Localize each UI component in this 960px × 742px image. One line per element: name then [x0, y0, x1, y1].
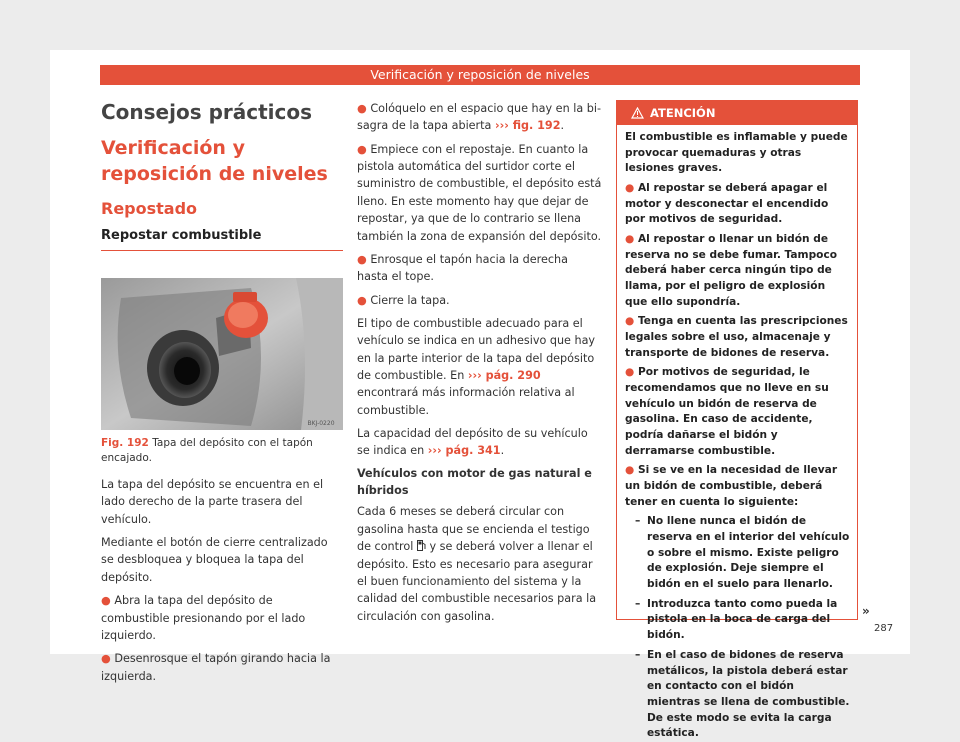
warning-item — [625, 463, 850, 510]
bullet-item — [357, 141, 602, 245]
dash-icon: – — [635, 597, 641, 610]
text: Cada 6 meses se deberá circular con gasolina hasta que se encienda el testigo de control — [357, 505, 590, 554]
warning-header — [617, 101, 857, 125]
left-body — [101, 476, 343, 691]
page-link[interactable]: ››› pág. 341 — [427, 444, 501, 458]
bullet-text: Enrosque el tapón hacia la derecha hasta el tope. — [357, 252, 568, 284]
caption-label: Fig. 192 — [101, 437, 149, 449]
bullet-icon: ● — [357, 293, 371, 307]
warning-triangle-icon — [631, 107, 644, 119]
warning-item-text: Al repostar se deberá apagar el motor y desconectar el encendido por motivos de seguridad. — [625, 182, 829, 226]
bullet-item — [357, 292, 602, 309]
bullet-text: Desenrosque el tapón girando hacia la izquierda. — [101, 652, 331, 683]
warning-title: ATENCIÓN — [650, 106, 716, 120]
bullet-icon: ● — [357, 252, 371, 266]
bullet-text: Abra la tapa del depósito de combustible presionando por el lado izquierdo. — [101, 594, 306, 642]
figure-link[interactable]: ››› fig. 192 — [494, 119, 561, 133]
page-number: 287 — [874, 623, 894, 634]
paragraph — [357, 315, 602, 419]
text: encontrará más información relativa al combustible. — [357, 386, 575, 417]
warning-item-text: Tenga en cuenta las prescripciones legales sobre el uso, almacenaje y transporte de bidones de reserva. — [625, 315, 848, 359]
fuel-pump-icon — [417, 540, 426, 551]
paragraph — [357, 503, 602, 625]
bullet-icon: ● — [357, 142, 371, 156]
bullet-item — [357, 251, 602, 286]
chapter-title: Consejos prácticos — [101, 100, 313, 124]
bullet-text: Colóquelo en el espacio que hay en la bisagra de la tapa abierta — [357, 102, 601, 133]
warning-subitem-text: En el caso de bidones de reserva metálicos, la pistola deberá estar en contacto con el bidón mientras se llena de combustible. De este modo se evita la carga estática. — [647, 648, 850, 740]
bullet-text-end: . — [560, 119, 565, 133]
bullet-icon: ● — [357, 102, 371, 115]
figure-code: BKJ-0220 — [307, 420, 335, 427]
section-header: Verificación y reposición de niveles — [100, 65, 860, 85]
text: La capacidad del depósito de su vehículo se indica en — [357, 427, 588, 458]
page-link[interactable]: ››› pág. 290 — [467, 369, 541, 383]
warning-item-text: Si se ve en la necesidad de llevar un bidón de combustible, deberá tener en cuenta lo siguiente: — [625, 464, 838, 508]
warning-box — [616, 100, 858, 740]
bullet-icon: ● — [625, 182, 638, 195]
bullet-icon: ● — [625, 464, 638, 477]
bullet-icon: ● — [101, 594, 115, 608]
bullet-item — [101, 650, 343, 685]
text: El tipo de combustible adecuado para el vehículo se indica en un adhesivo que hay en la parte interior de la tapa del depósito de combustible. En — [357, 316, 596, 383]
dash-icon: – — [635, 515, 641, 528]
dash-icon: – — [635, 648, 641, 661]
bullet-icon: ● — [101, 652, 115, 666]
bullet-item — [101, 592, 343, 644]
warning-body — [617, 125, 857, 742]
text: y se deberá volver a llenar el depósito. Esto es necesario para asegurar el buen funcionamiento del sistema y la calidad del combustible necesarios para la circulación con gasolina. — [357, 540, 597, 623]
warning-subitem-text: No llene nunca el bidón de reserva en el interior del vehículo o sobre el mismo. Existe peligro de explosión. Deje siempre el bidón en el suelo para llenarlo. — [647, 515, 850, 591]
warning-item — [625, 365, 850, 459]
fuel-cap-figure — [101, 278, 343, 430]
paragraph — [357, 425, 602, 460]
warning-subitem — [635, 514, 850, 592]
bullet-item — [357, 100, 602, 135]
left-column — [101, 100, 343, 251]
topic-title: Repostar combustible — [101, 228, 343, 251]
paragraph: Mediante el botón de cierre centralizado se desbloquea y bloquea la tapa del depósito. — [101, 536, 328, 584]
caption-text: Tapa del depósito con el tapón encajado. — [101, 437, 313, 465]
warning-intro: El combustible es inflamable y puede provocar quemaduras y otras lesiones graves. — [625, 131, 848, 175]
fuel-cap-illustration — [101, 278, 343, 430]
warning-item-text: Al repostar o llenar un bidón de reserva no se debe fumar. Tampoco deberá haber cerca ningún tipo de llama, por el peligro de explosión que ello supondría. — [625, 233, 838, 308]
warning-item-text: Por motivos de seguridad, le recomendamos que no lleve en su vehículo un bidón de reserva de gasolina. En caso de accidente, podría dañarse el bidón y derramarse combustible. — [625, 366, 829, 457]
bullet-icon: ● — [625, 315, 638, 328]
warning-subitem — [635, 648, 850, 742]
section-title: Verificación y reposición de niveles — [101, 137, 328, 185]
subsection-title: Repostado — [101, 199, 198, 219]
text: . — [500, 444, 505, 458]
middle-column — [357, 100, 602, 631]
warning-item — [625, 181, 850, 228]
bullet-text: Empiece con el repostaje. En cuanto la pistola automática del surtidor corte el suministro de combustible, el depósito está lleno. En este momento hay que dejar de repostar, ya que de lo contrario se llena también la zona de expansión del depósito. — [357, 142, 602, 243]
warning-item — [625, 232, 850, 310]
bullet-icon: ● — [625, 366, 638, 379]
figure-caption — [101, 436, 343, 466]
bullet-text: Cierre la tapa. — [370, 293, 450, 307]
subheading: Vehículos con motor de gas natural e híbridos — [357, 466, 592, 497]
continue-arrow: » — [862, 604, 870, 618]
warning-subitem — [635, 597, 850, 644]
warning-subitem-text: Introduzca tanto como pueda la pistola en la boca de carga del bidón. — [647, 597, 838, 642]
paragraph: La tapa del depósito se encuentra en el lado derecho de la parte trasera del vehículo. — [101, 478, 324, 526]
bullet-icon: ● — [625, 233, 638, 246]
warning-item — [625, 314, 850, 361]
